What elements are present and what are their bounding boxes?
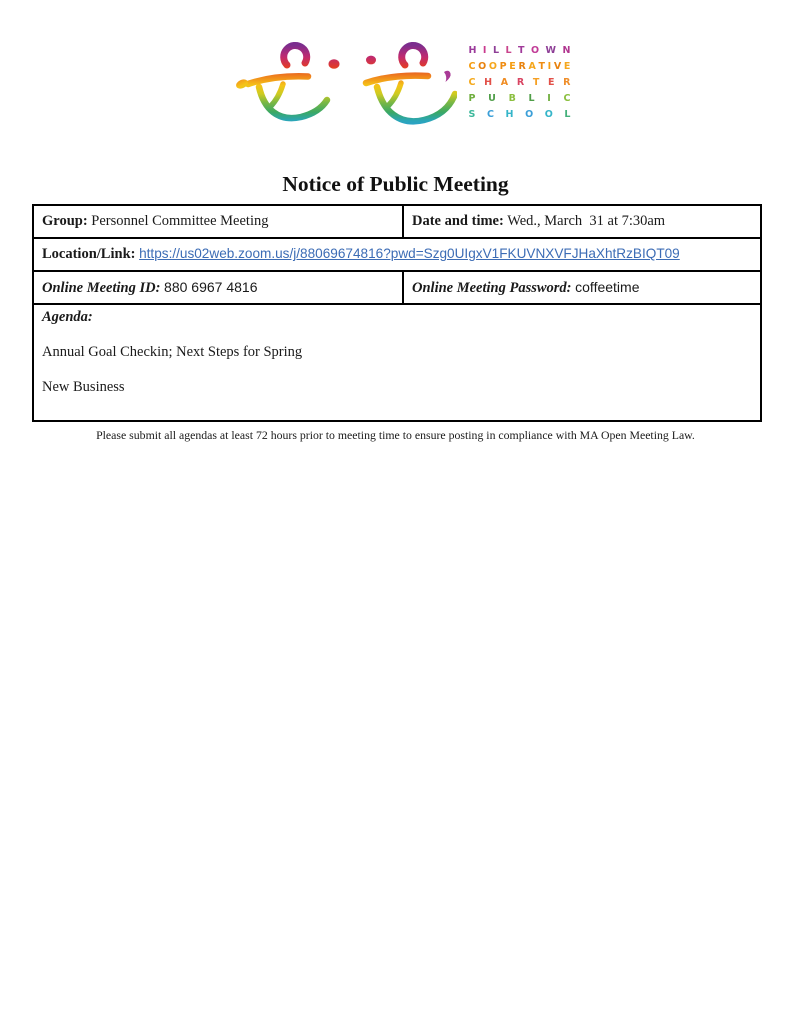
- school-logo: [10, 0, 791, 132]
- agenda-item: Annual Goal Checkin; Next Steps for Spring: [42, 344, 303, 360]
- page-title: Notice of Public Meeting: [282, 172, 509, 196]
- password-cell: [403, 271, 761, 304]
- password-label: Online Meeting Password:: [412, 279, 572, 296]
- group-cell: [33, 205, 403, 238]
- table-row-location: [33, 238, 761, 271]
- meeting-id-label: Online Meeting ID:: [42, 279, 161, 296]
- datetime-label: Date and time:: [412, 213, 504, 229]
- table-row-group-date: [33, 205, 761, 238]
- location-label: Location/Link:: [42, 246, 136, 262]
- logo-line-hilltown: H I L L T O W N: [468, 45, 571, 56]
- table-row-agenda: [33, 304, 761, 421]
- logo-wordmark: [469, 37, 571, 123]
- group-label: Group:: [42, 213, 88, 229]
- datetime-value: Wed., March 31 at 7:30am: [507, 213, 666, 229]
- location-cell: [33, 238, 761, 271]
- meeting-notice-table: [32, 204, 762, 422]
- logo-line-school: S C H O O L: [468, 109, 571, 120]
- logo-line-cooperative: C O O P E R A T I V E: [468, 61, 571, 72]
- table-row-id-password: [33, 271, 761, 304]
- footer-note: Please submit all agendas at least 72 hours prior to meeting time to ensure posting in compliance with MA Open Meeting Law.: [96, 428, 695, 442]
- agenda-label: Agenda:: [42, 309, 93, 325]
- group-value: Personnel Committee Meeting: [91, 213, 269, 229]
- meeting-id-cell: [33, 271, 403, 304]
- datetime-cell: [403, 205, 761, 238]
- logo-dancing-figures-icon: [231, 37, 457, 132]
- meeting-id-value: 880 6967 4816: [164, 278, 258, 295]
- agenda-cell: [33, 304, 761, 421]
- agenda-item: New Business: [42, 379, 125, 395]
- logo-line-public: P U B L I C: [468, 93, 571, 104]
- password-value: coffeetime: [575, 278, 640, 295]
- zoom-meeting-link[interactable]: https://us02web.zoom.us/j/88069674816?pwd=Szg0UIgxV1FKUVNXVFJHaXhtRzBIQT09: [139, 246, 680, 261]
- logo-line-charter: C H A R T E R: [468, 77, 571, 88]
